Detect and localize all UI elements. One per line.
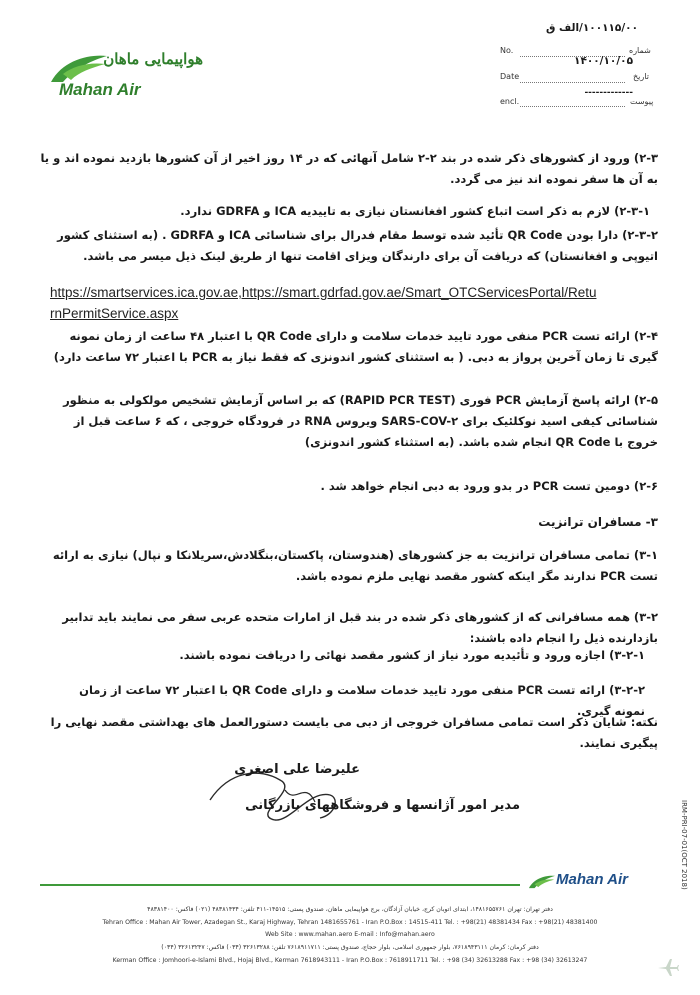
logo-persian-text: هواپیمایی ماهان (103, 50, 203, 68)
paragraph-3-1: ۳-۱) تمامی مسافران ترانزیت به جز کشورهای (هندوستان، پاکستان،بنگلادش،سریلانکا و نپال) نیازی به ارائه تست PCR ندارند مگر اینکه کشور مقصد نهایی ملزم نموده باشد. (52, 548, 658, 583)
date-label-en: Date (500, 72, 520, 81)
encl-label-fa: پیوست (630, 97, 654, 106)
date-label-fa: تاریخ (633, 72, 649, 81)
form-code: IRM-PRI-07-01(OCT 2018) (680, 800, 688, 890)
paragraph-2-3-2: ۲-۳-۲) دارا بودن QR Code تأئید شده توسط مقام فدرال برای شناسائی ICA و GDRFA . (به استثنای کشور اتیوپی و افغانستان) که دریافت آن برای دارندگان ویزای اقامت تنها از طریق لینک ذیل میسر می باشد. (57, 228, 658, 263)
encl-line (520, 106, 625, 107)
footer-web: Web Site : www.mahan.aero E-mail : Info@mahan.aero (265, 931, 435, 938)
mahan-leaf-icon-footer (528, 872, 556, 892)
signature-block (120, 750, 520, 840)
date-value: ۱۴۰۰/۱۰/۰۵ (574, 55, 633, 67)
paragraph-2-3: ۲-۳) ورود از کشورهای ذکر شده در بند ۲-۲ شامل آنهائی که در ۱۴ روز اخیر از آن کشورها بازدید نموده اند و یا به آن ها سفر نموده اند نیز می گردد. (40, 151, 658, 186)
paragraph-2-3-1: ۲-۳-۱) لازم به ذکر است اتباع کشور افغانستان نیازی به تاییدیه ICA و GDRFA ندارد. (180, 204, 650, 218)
encl-value: ------------- (584, 88, 633, 98)
paragraph-2-6: ۲-۶) دومین تست PCR در بدو ورود به دبی انجام خواهد شد . (320, 479, 658, 493)
paragraph-2-4: ۲-۴) ارائه تست PCR منفی مورد تایید خدمات سلامت و دارای QR Code با اعتبار ۴۸ ساعت از زمان نمونه گیری تا زمان آخرین پرواز به دبی. ( به استثنای کشور اندونزی که فقط نیاز به PCR با اعتبار ۷۲ ساعت دارد) (53, 329, 658, 364)
footer-logo-text: Mahan Air (556, 871, 628, 888)
footer-tehran-en: Tehran Office : Mahan Air Tower, Azadegan St., Karaj Highway, Tehran 1481655761 - Iran P.O.Box : 14515-411 Tel. : +98(21) 48381434 Fax : +98(21) 48381400 (102, 919, 598, 926)
number-label-en: No. (500, 46, 514, 55)
signatory-title: مدیر امور آژانسها و فروشگاههای بازرگانی (245, 798, 520, 813)
date-line (520, 82, 625, 83)
paragraph-3-2-1: ۳-۲-۱) اجازه ورود و تأئیدیه مورد نیاز از کشور مقصد نهائی را دریافت نموده باشند. (179, 648, 645, 662)
footer-kerman-fa: دفتر کرمان: کرمان ۷۶۱۸۹۴۳۱۱۱، بلوار جمهوری اسلامی، بلوار حجاج، صندوق پستی: ۷۶۱۸۹۱۱۷۱۱ تلفن: ۳۲۶۱۳۲۸۸ (۰۳۴) فاکس: ۳۲۶۱۳۲۴۷ (۰۳۴) (161, 944, 539, 951)
link-url-line2: rnPermitService.aspx (50, 306, 179, 321)
paragraph-3-2: ۳-۲) همه مسافرانی که از کشورهای ذکر شده در بند قبل از امارات متحده عربی سفر می نمایند باید تدابیر بازدارنده ذیل را انجام داده باشند: (62, 610, 658, 645)
note-paragraph: نکته: شایان ذکر است تمامی مسافران خروجی از دبی می بایست دستورالعمل های بهداشتی مقصد نهایی را پیگیری نمایند. (50, 715, 658, 750)
footer-divider (40, 884, 520, 886)
encl-label-en: encl. (500, 97, 520, 106)
paragraph-2-5: ۲-۵) ارائه پاسخ آزمایش PCR فوری (RAPID PCR TEST) که بر اساس آزمایش تشخیص مولکولی به منظور شناسائی کیفی اسید نوکلئیک برای SARS-COV-۲ ویروس RNA در فرودگاه خروجی ، که ۶ ساعت قبل از خروج با QR Code انجام شده باشد. (به استثناء کشور اندونزی) (63, 393, 658, 449)
logo-english-text: Mahan Air (59, 80, 141, 99)
footer-logo (528, 870, 668, 896)
section-3-title: ۳- مسافران ترانزیت (538, 515, 658, 529)
footer-tehran-fa: دفتر تهران: تهران ۱۴۸۱۶۵۵۷۶۱، ابتدای اتوبان کرج، خیابان آزادگان، برج هواپیمایی ماهان، صندوق پستی: ۱۴۵۱۵-۴۱۱ تلفن: ۴۸۳۸۱۴۳۴ (۰۲۱) فاکس: ۴۸۳۸۱۴۰۰ (147, 906, 553, 913)
number-value: ۱۰۰۱۱۵/۰۰/الف ق (545, 22, 638, 34)
signatory-name: علیرضا علی اصغری (234, 762, 360, 777)
link-url-line1: https://smartservices.ica.gov.ae,https://smart.gdrfad.gov.ae/Smart_OTCServicesPortal/Retu (50, 285, 597, 300)
link-url[interactable] (50, 282, 670, 324)
paragraph-3-2-2: ۳-۲-۲) ارائه تست PCR منفی مورد تایید خدمات سلامت و دارای QR Code با اعتبار ۷۲ ساعت از زمان نمونه گیری. (79, 683, 645, 718)
number-label-fa: شماره (629, 46, 651, 55)
mahan-logo (45, 44, 205, 106)
airplane-watermark-icon (656, 955, 680, 979)
footer-kerman-en: Kerman Office : Jomhoori-e-Islami Blvd., Hojaj Blvd., Kerman 7618943111 - Iran P.O.Box : 7618911711 Tel. : +98 (34) 32613288 Fax : +98 (34) 32613247 (112, 957, 588, 964)
